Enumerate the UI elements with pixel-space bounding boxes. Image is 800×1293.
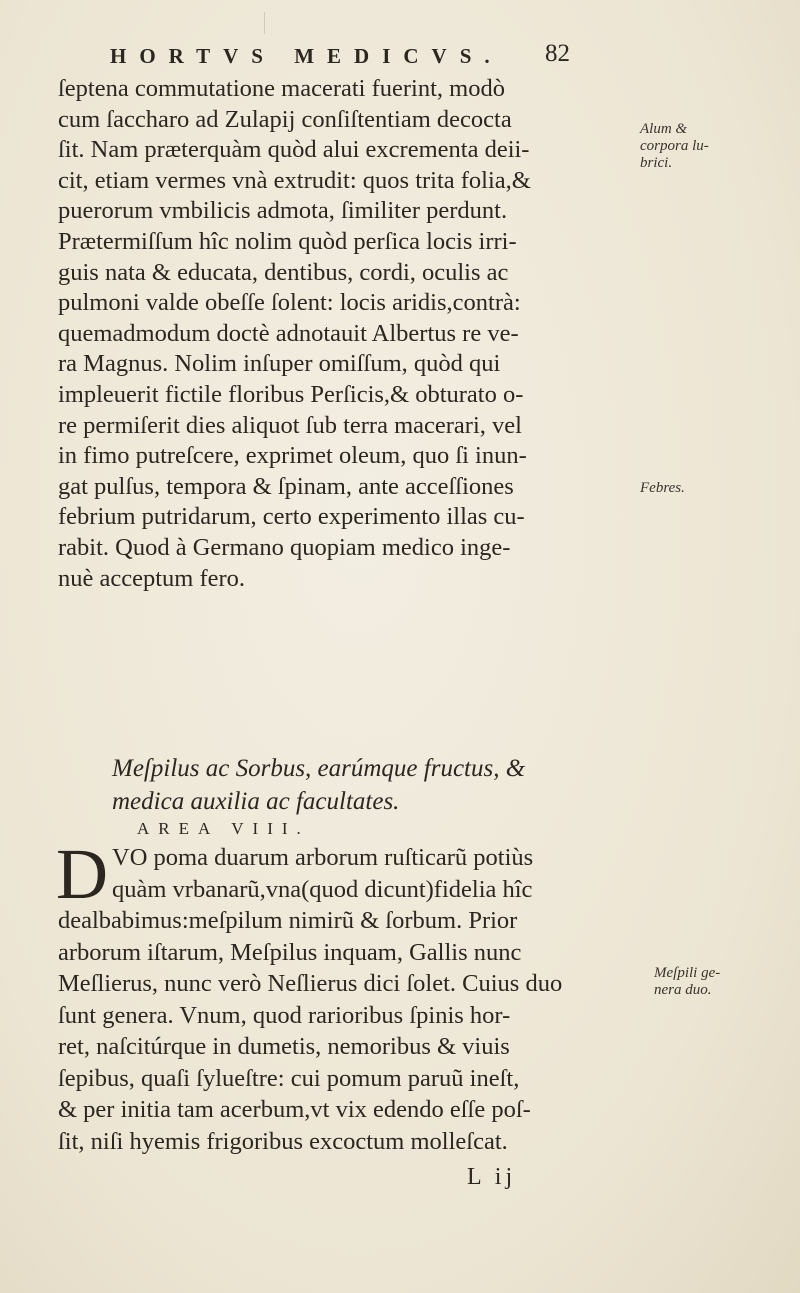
text-line: puerorum vmbilicis admota, ſimiliter perdunt.	[58, 197, 508, 225]
area-label: AREA VIII.	[137, 819, 310, 838]
text-line: dealbabimus:meſpilum nimirũ & ſorbum. Prior	[58, 907, 518, 934]
marginal-line: brici.	[640, 155, 673, 171]
signature-mark: L ij	[467, 1164, 517, 1190]
marginal-line: Alum &	[640, 121, 688, 137]
text-line: quàm vrbanarũ,vna(quod dicunt)fidelia hîc	[112, 875, 533, 903]
text-line: ra Magnus. Nolim inſuper omiſſum, quòd qui	[58, 350, 501, 378]
text-line: Meſlierus, nunc verò Neſlierus dici ſolet. Cuius duo	[58, 970, 563, 997]
marginal-note-mespili	[654, 965, 744, 999]
text-line: guis nata & educata, dentibus, cordi, oculis ac	[58, 258, 509, 286]
text-line: re permiſerit dies aliquot ſub terra macerari, vel	[58, 411, 522, 439]
text-line: nuè acceptum fero.	[58, 564, 246, 592]
drop-cap: D	[56, 834, 108, 914]
text-line: impleuerit fictile floribus Perſicis,& obturato o-	[58, 380, 524, 408]
text-line: ſeptena commutatione macerati fuerint, modò	[58, 75, 505, 102]
text-line: ret, naſcitúrque in dumetis, nemoribus & viuis	[58, 1033, 510, 1060]
text-line: VO poma duarum arborum ruſticarũ potiùs	[112, 844, 534, 871]
running-head: HORTVS MEDICVS.	[110, 44, 503, 68]
marginal-note-alvum	[640, 121, 720, 172]
heading-line: medica auxilia ac facultates.	[112, 788, 400, 815]
section-heading	[112, 752, 632, 818]
marginal-line: Febres.	[640, 480, 685, 496]
text-line: Prætermiſſum hîc nolim quòd perſica locis irri-	[58, 227, 517, 255]
text-line: ſepibus, quaſi ſylueſtre: cui pomum paruũ ineſt,	[58, 1064, 520, 1092]
paragraph-mespilus	[56, 834, 648, 1157]
page-number: 82	[545, 40, 570, 67]
marginal-note-febres	[640, 480, 700, 497]
text-line: rabit. Quod à Germano quopiam medico inge-	[58, 533, 511, 561]
marginal-line: Meſpili ge-	[654, 965, 721, 981]
marginal-line: nera duo.	[654, 982, 712, 998]
text-line: gat pulſus, tempora & ſpinam, ante acceſſiones	[58, 472, 514, 500]
text-line: febrium putridarum, certo experimento illas cu-	[58, 503, 525, 531]
text-line: ſit, niſi hyemis frigoribus excoctum molleſcat.	[58, 1127, 508, 1155]
text-line: in fimo putreſcere, exprimet oleum, quo ſi inun-	[58, 442, 527, 470]
text-line: ſunt genera. Vnum, quod rarioribus ſpinis hor-	[58, 1001, 511, 1029]
text-line: cit, etiam vermes vnà extrudit: quos trita folia,&	[58, 166, 531, 194]
marginal-line: corpora lu-	[640, 138, 709, 154]
heading-line: Meſpilus ac Sorbus, earúmque fructus, &	[112, 755, 526, 782]
paragraph-peach-remedies	[58, 74, 638, 594]
text-line: pulmoni valde obeſſe ſolent: locis aridis,contrà:	[58, 289, 521, 317]
text-line: & per initia tam acerbum,vt vix edendo eſſe poſ-	[58, 1096, 531, 1123]
ink-mark	[264, 12, 279, 34]
text-line: quemadmodum doctè adnotauit Albertus re ve-	[58, 319, 519, 347]
text-line: ſit. Nam præterquàm quòd alui excrementa deii-	[58, 136, 530, 164]
text-line: arborum iſtarum, Meſpilus inquam, Gallis nunc	[58, 938, 522, 966]
text-line: cum ſaccharo ad Zulapij conſiſtentiam decocta	[58, 105, 512, 133]
